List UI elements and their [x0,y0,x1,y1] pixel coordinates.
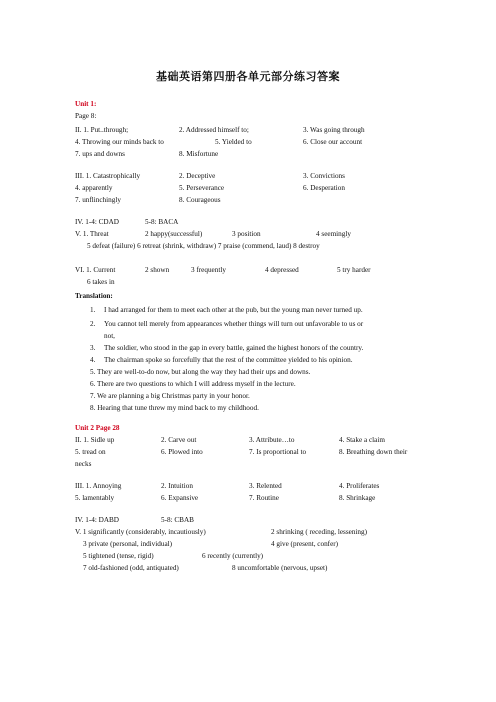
answer-cell: 7. Is proportional to [249,448,307,456]
answer-cell: II. 1. Put..through; [75,126,129,134]
translation-sentence: 5. They are well-to-do now, but along the way they had their ups and downs. [90,368,311,376]
translation-num: 3. [90,344,96,352]
unit2-v-row3a: 5 tightened (tense, rigid) [83,552,154,560]
answer-cell: VI. 1. Current [75,266,116,274]
answer-cell: 7. Routine [249,494,279,502]
unit2-v-row2b: 4 give (present, confer) [271,540,339,548]
answer-cell: III. 1. Catastrophically [75,172,141,180]
translation-line: The chairman spoke so forcefully that the rest of the committee yielded to his opinion. [104,356,353,364]
translation-sentence: 8. Hearing that tune threw my mind back to my childhood. [90,404,259,412]
translation-line: I had arranged for them to meet each other at the pub, but the young man never turned up. [104,306,363,314]
translation-line: You cannot tell merely from appearances whether things will turn out unfavorable to us or [104,320,364,328]
unit2-heading: Unit 2 Page 28 [75,424,120,432]
answer-cell: 3. Convictions [303,172,345,180]
answer-cell: 6. Plowed into [161,448,203,456]
answer-cell: 4 seemingly [316,230,351,238]
answer-cell: IV. 1-4: CDAD [75,218,119,226]
answer-cell: 3 frequently [191,266,226,274]
answer-cell: II. 1. Sidle up [75,436,115,444]
answer-cell: III. 1. Annoying [75,482,122,490]
answer-cell: 8. Misfortune [179,150,219,158]
unit2-v-row3b: 6 recently (currently) [202,552,264,560]
unit1-heading: Unit 1: [75,100,97,108]
translation-sentence: 6. There are two questions to which I will address myself in the lecture. [90,380,296,388]
answer-cell: 3. Attribute…to [249,436,295,444]
answer-cell: IV. 1-4: DABD [75,516,119,524]
translation-heading: Translation: [75,292,113,300]
answer-cell: 5. Yielded to [215,138,252,146]
answer-cell: 6. Desperation [303,184,345,192]
translation-line: not, [104,332,115,340]
answer-cell: 4. Proliferates [339,482,380,490]
answer-cell: 2. Deceptive [179,172,216,180]
unit2-v-row2a: 3 private (personal, individual) [83,540,173,548]
answer-cell: 2 shown [145,266,170,274]
answer-cell: 8. Breathing down their [339,448,408,456]
answer-cell: 4. Throwing our minds back to [75,138,164,146]
unit1-page: Page 8: [75,112,97,120]
answer-cell: 7. unflinchingly [75,196,121,204]
answer-cell: 2. Carve out [161,436,197,444]
answer-cell: 2 happy(successful) [145,230,203,238]
answer-cell: 3 position [232,230,261,238]
unit1-vi-row2: 6 takes in [87,278,115,286]
answer-cell: 5-8: CBAB [161,516,194,524]
answer-cell: 8. Shrinkage [339,494,376,502]
answer-cell: 5. tread on [75,448,106,456]
answer-cell: 5-8: BACA [145,218,179,226]
translation-sentence: 7. We are planning a big Christmas party in your honor. [90,392,250,400]
answer-cell: 5 try harder [337,266,371,274]
answer-cell: 2. Intuition [161,482,193,490]
answer-cell: 7. ups and downs [75,150,125,158]
answer-cell: 3. Was going through [303,126,365,134]
answer-cell: 2 shrinking ( receding, lessening) [271,528,368,536]
answer-cell: V. 1. Threat [75,230,109,238]
unit2-v-row4b: 8 uncomfortable (nervous, upset) [232,564,328,572]
page-title: 基础英语第四册各单元部分练习答案 [156,71,340,83]
answer-cell: 4. Stake a claim [339,436,385,444]
answer-cell: 8. Courageous [179,196,221,204]
answer-cell: 4 depressed [265,266,299,274]
answer-cell: 5. lamentably [75,494,115,502]
answer-cell: 4. apparently [75,184,113,192]
answer-cell: 5. Perseverance [179,184,225,192]
answer-cell: 2. Addressed himself to; [179,126,249,134]
translation-num: 4. [90,356,96,364]
translation-num: 2. [90,320,96,328]
unit1-v-row2: 5 defeat (failure) 6 retreat (shrink, withdraw) 7 praise (commend, laud) 8 destroy [87,242,320,250]
answer-cell: V. 1 significantly (considerably, incautiously) [75,528,206,536]
unit2-v-row4a: 7 old-fashioned (odd, antiquated) [83,564,179,572]
answer-cell: 6. Expansive [161,494,199,502]
answer-cell: 3. Relented [249,482,282,490]
translation-num: 1. [90,306,96,314]
translation-line: The soldier, who stood in the gap in every battle, gained the highest honors of the country. [104,344,364,352]
unit2-ii-row3: necks [75,460,92,468]
answer-cell: 6. Close our account [303,138,363,146]
